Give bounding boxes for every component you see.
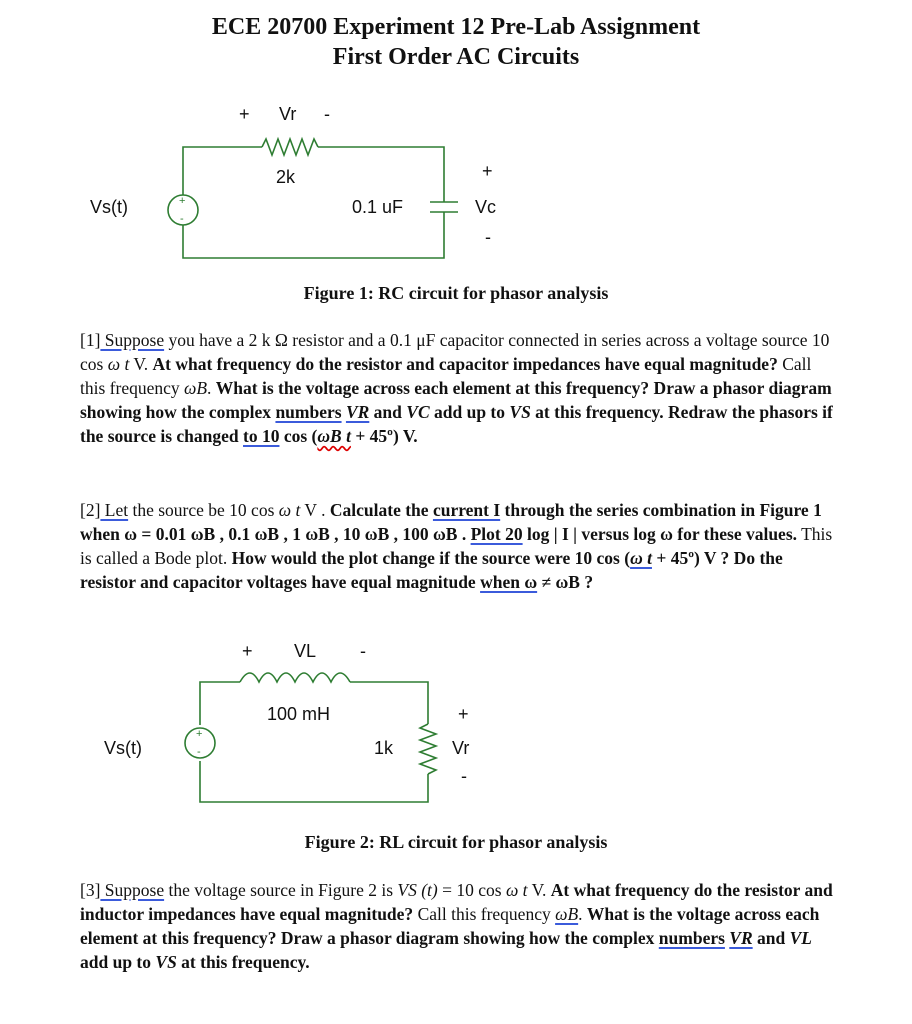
q3-dot: . (578, 904, 587, 924)
q1-bold-e: + 45º) V. (350, 426, 418, 446)
figure-1-rc-circuit (0, 95, 912, 275)
q1-bold-a: At what frequency do the resistor and capacitor impedances have equal magnitude? (152, 354, 778, 374)
q1-text-b: V. (129, 354, 153, 374)
q1-text-c: Call this frequency (80, 354, 812, 398)
q3-suppose: Suppose (100, 880, 165, 900)
q2-t: t (295, 500, 301, 520)
rl-vl-label: VL (294, 641, 317, 661)
q1-addup: add up to (429, 402, 510, 422)
q3-vl: VL (789, 928, 812, 948)
q3-text-b: = 10 cos (437, 880, 506, 900)
q3-bold-c: at this frequency. (176, 952, 310, 972)
q3-numbers: numbers (658, 928, 725, 948)
figure-2-caption: Figure 2: RL circuit for phasor analysis (304, 832, 608, 852)
q3-text-a: the voltage source in Figure 2 is (164, 880, 398, 900)
q2-text-c: This is called a Bode plot. (80, 524, 833, 568)
rl-circuit-wires (200, 682, 428, 802)
q3-number: [3] (80, 880, 101, 900)
q1-suppose: Suppose (100, 330, 165, 350)
q2-text-b: V . (300, 500, 330, 520)
rl-vl-plus: + (242, 641, 253, 661)
rl-source-label: Vs(t) (104, 738, 142, 758)
rl-vl-minus: - (360, 641, 366, 661)
q1-text-a: you have a 2 k Ω resistor and a 0.1 μF capacitor connected in series across a voltage source 10 cos (80, 330, 830, 374)
page-title: ECE 20700 Experiment 12 Pre-Lab Assignment (211, 14, 701, 40)
q2-bold-f: ≠ ωB ? (537, 572, 594, 592)
rl-source-plus: + (196, 728, 203, 740)
q2-let: Let (100, 500, 129, 520)
q1-number: [1] (80, 330, 101, 350)
rl-resistor-symbol (420, 724, 436, 774)
q2-bold-b: through the series combination in Figure 1 when ω = 0.01 ωB , 0.1 ωB , 1 ωB , 10 ωB , 100 ωB . (80, 500, 822, 544)
rc-source-minus: - (180, 213, 184, 225)
q1-t: t (124, 354, 130, 374)
rc-source-plus: + (179, 195, 186, 207)
rl-vr-label: Vr (452, 738, 470, 758)
q3-omega: ω (505, 880, 519, 900)
q3-text-c: V. (527, 880, 551, 900)
q2-omega: ω (278, 500, 292, 520)
q1-bold-b: What is the voltage across each element at this frequency? Draw a phasor diagram showing how the complex (80, 378, 832, 422)
q1-dot: . (207, 378, 216, 398)
q2-plot: Plot 20 (470, 524, 523, 544)
q3-vs: VS (155, 952, 177, 972)
rl-inductor-value: 100 mH (267, 704, 331, 724)
q1-omega-b-t: ωB t (317, 426, 351, 446)
figure-2-rl-circuit (0, 630, 912, 820)
q1-to-10: to 10 (243, 426, 280, 446)
rc-vr-minus: - (324, 104, 330, 124)
rc-vc-plus: + (482, 161, 493, 181)
q1-bold-c: at this frequency. Redraw the phasors if the source is changed (80, 402, 833, 446)
rc-source-label: Vs(t) (90, 197, 128, 217)
q1-vr: VR (345, 402, 370, 422)
q1-numbers: numbers (275, 402, 342, 422)
q2-number: [2] (80, 500, 101, 520)
q3-bold-a: At what frequency do the resistor and inductor impedances have equal magnitude? (80, 880, 833, 924)
rl-vr-minus: - (461, 766, 467, 786)
question-3 (80, 878, 840, 974)
q1-bold-d: cos ( (279, 426, 318, 446)
q3-text-d: Call this frequency (413, 904, 556, 924)
rc-resistor-value: 2k (276, 167, 296, 187)
rc-capacitor-value: 0.1 uF (352, 197, 404, 217)
q3-vst: VS (t) (397, 880, 438, 900)
q3-bold-b: What is the voltage across each element at this frequency? Draw a phasor diagram showing how the complex (80, 904, 820, 948)
rc-vc-label: Vc (475, 197, 497, 217)
q3-omega-b: ωB (555, 904, 579, 924)
q2-bold-d: How would the plot change if the source were 10 cos ( (231, 548, 631, 568)
q1-and: and (369, 402, 407, 422)
q3-addup: add up to (80, 952, 156, 972)
rc-capacitor-symbol (430, 202, 458, 212)
rc-circuit-wires (183, 147, 444, 258)
rl-vr-plus: + (458, 704, 469, 724)
question-2 (80, 498, 840, 594)
q1-omega-b: ωB (184, 378, 208, 398)
q1-vs: VS (509, 402, 531, 422)
q3-t: t (522, 880, 528, 900)
figure-1-caption: Figure 1: RC circuit for phasor analysis (303, 283, 609, 303)
rc-vr-label: Vr (279, 104, 297, 124)
rc-vc-minus: - (485, 227, 491, 247)
rc-resistor-symbol (262, 139, 318, 155)
rl-resistor-value: 1k (374, 738, 394, 758)
rl-source-minus: - (197, 746, 201, 758)
page-subtitle: First Order AC Circuits (332, 44, 580, 70)
q2-text-a: the source be 10 cos (128, 500, 279, 520)
q2-when: when ω (480, 572, 538, 592)
q2-bold-a: Calculate the (329, 500, 433, 520)
q3-vr: VR (729, 928, 753, 948)
q2-omega-t: ω t (630, 548, 652, 568)
rl-inductor-symbol (240, 673, 350, 682)
q1-omega: ω (107, 354, 121, 374)
q3-and: and (752, 928, 790, 948)
q2-current: current I (432, 500, 501, 520)
question-1 (80, 328, 840, 448)
q1-vc: VC (406, 402, 430, 422)
rc-vr-plus: + (239, 104, 250, 124)
q2-bold-e: + 45º) V ? Do the resistor and capacitor voltages have equal magnitude (80, 548, 783, 592)
q2-bold-c: log | I | versus log ω for these values. (522, 524, 798, 544)
